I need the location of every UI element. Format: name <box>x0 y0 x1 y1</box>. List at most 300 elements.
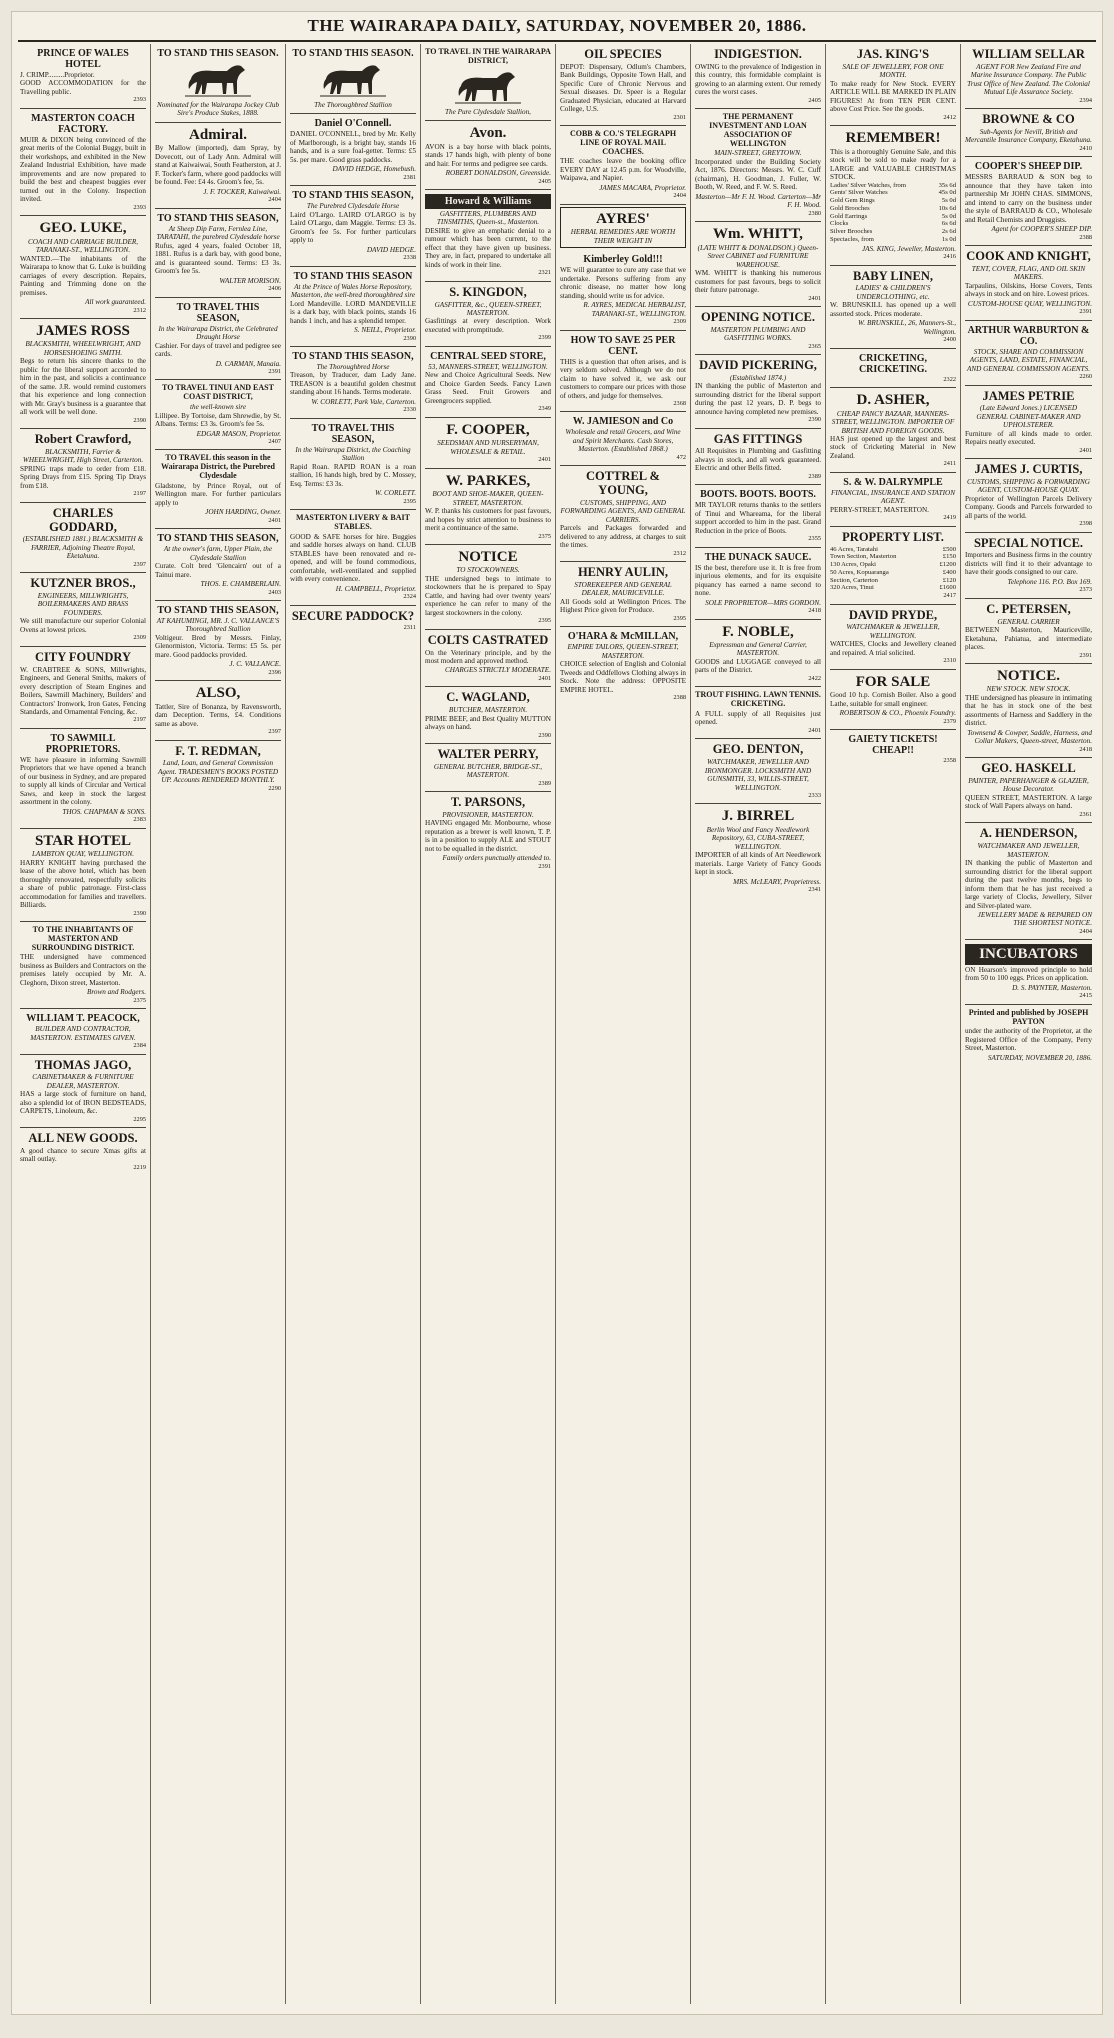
ad-subheading: (LATE WHITT & DONALDSON.) Queen-Street CABINET and FURNITURE WAREHOUSE. <box>697 243 819 269</box>
ad-signature: Brown and Rodgers. <box>86 988 146 997</box>
ad-body: BETWEEN Masterton, Mauriceville, Eketahuna, Pahiatua, and intermediate places. <box>965 626 1092 652</box>
advertisement <box>560 412 686 466</box>
ad-line: GOOD ACCOMMODATION for the Travelling public. <box>20 79 146 96</box>
ad-heading: DAVID PRYDE, <box>848 607 938 622</box>
ad-heading: TO STAND THIS SEASON <box>293 270 413 282</box>
ad-reference-number: 2403 <box>268 588 281 596</box>
ad-reference-number: 2219 <box>133 1163 146 1171</box>
advertisement <box>20 1009 146 1054</box>
ad-body: Curate. Colt bred 'Glencairn' out of a Tainui mare. <box>155 562 281 579</box>
ad-reference-number: 472 <box>676 453 686 461</box>
ad-subheading: TENT, COVER, FLAG, AND OIL SKIN MAKERS. <box>971 264 1086 282</box>
ad-heading: ALSO, <box>195 685 241 702</box>
ad-body: New and Choice Agricultural Seeds. New and Choice Garden Seeds. Fancy Lawn Grass Seed. Fruit Growers and Greengrocers supplied. <box>425 371 551 405</box>
horse-engraving-icon <box>183 61 253 99</box>
ad-reference-number: 2401 <box>538 674 551 682</box>
ad-heading: JAS. KING'S <box>856 47 930 61</box>
price-list-row <box>830 561 956 569</box>
ad-subheading: FINANCIAL, INSURANCE AND STATION AGENT. <box>830 488 956 506</box>
ad-heading: Daniel O'Connell. <box>314 118 392 130</box>
ad-heading: REMEMBER! <box>845 130 941 147</box>
ad-subheading: AGENT FOR New Zealand Fire and Marine Insurance Company. The Public Trust Office of New Zealand. The Colonial Mutual Life Assurance Society. <box>967 62 1090 97</box>
advertisement <box>20 829 146 922</box>
ad-body: under the authority of the Proprietor, at the Registered Office of the Company, Perry Street, Masterton. <box>965 1027 1092 1053</box>
ad-heading: KUTZNER BROS., <box>30 576 136 591</box>
advertisement <box>965 44 1092 109</box>
ad-heading: COTTREL & YOUNG, <box>586 469 660 498</box>
ad-reference-number: 2355 <box>808 535 821 543</box>
advertisement <box>560 250 686 330</box>
price-item: Section, Carterton <box>830 576 878 584</box>
ad-subheading: MAIN-STREET, GREYTOWN. <box>714 149 802 158</box>
price-list-row <box>830 182 956 190</box>
advertisement <box>290 510 416 605</box>
ad-subheading: The Pure Clydesdale Stallion, <box>445 107 531 116</box>
price-list-row <box>830 220 956 228</box>
ad-body: PRIME BEEF, and Best Quality MUTTON always on hand. <box>425 714 551 732</box>
ad-signature: D. CARMAN, Manaia. <box>215 359 281 368</box>
ad-heading: TROUT FISHING. LAWN TENNIS. CRICKETING. <box>695 690 821 709</box>
ad-reference-number: 2309 <box>673 318 686 326</box>
ad-reference-number: 2397 <box>268 728 281 736</box>
ad-body: Proprietor of Wellington Parcels Delivery Company. Goods and Parcels forwarded to all parts of the world. <box>965 494 1092 520</box>
ad-reference-number: 2415 <box>1079 992 1092 1000</box>
ad-subheading: CUSTOMS, SHIPPING & FORWARDING AGENT, CUSTOM-HOUSE QUAY. <box>966 477 1090 495</box>
ad-reference-number: 2390 <box>403 334 416 342</box>
ad-signature: J. F. TOCKER, Kaiwaiwai. <box>203 187 281 196</box>
ad-reference-number: 2410 <box>1079 144 1092 152</box>
price-list <box>830 546 956 593</box>
ad-heading: TO TRAVEL IN THE WAIRARAPA DISTRICT, <box>425 47 551 65</box>
ad-body: W. CRABTREE & SONS, Millwrights, Engineers, and General Smiths, makers of every description of Steam Engines and Boilers, Sawmill Machinery, Builders' and Contractors' Ironwork, Iron Gates, Fencing Standards, and Ornamental Fencing, &c. <box>20 665 146 716</box>
ad-subheading: HERBAL REMEDIES ARE WORTH THEIR WEIGHT IN <box>570 228 676 245</box>
ad-subheading: CUSTOMS, SHIPPING, AND FORWARDING AGENTS, AND GENERAL CARRIERS. <box>560 498 686 524</box>
price-list-row <box>830 236 956 244</box>
ad-body: By Mallow (imported), dam Spray, by Dovecott, out of Lady Ann. Admiral will stand at Kaiwaiwai, South Featherston, at J. F. Tocker's farm, where good paddocks will be found. Fee: £4 4s. Groom's fee, 5s. <box>155 144 281 187</box>
advertisement <box>695 485 821 547</box>
advertisement <box>695 307 821 355</box>
ad-body: Begs to return his sincere thanks to the public for the liberal support accorded to him in the past, and solicits a continuance of the same. J.R. would remind customers that his experience and long connection with Mr. Gray's business is a guarantee that all work will be well done. <box>20 357 146 417</box>
ad-reference-number: 2361 <box>1079 810 1092 818</box>
ad-heading: CENTRAL SEED STORE, <box>430 350 546 362</box>
ad-reference-number: 2309 <box>133 634 146 642</box>
advertisement <box>155 741 281 797</box>
ad-reference-number: 2301 <box>673 113 686 121</box>
ad-heading: DAVID PICKERING, <box>699 358 817 373</box>
ad-body: A good chance to secure Xmas gifts at small outlay. <box>20 1146 146 1164</box>
ad-heading: NOTICE <box>458 548 518 565</box>
ad-subheading: (Late Edward Jones.) LICENSED GENERAL CABINET-MAKER AND UPHOLSTERER. <box>976 404 1081 430</box>
ad-reference-number: 2311 <box>403 624 416 632</box>
ad-reference-number: 2197 <box>133 490 146 498</box>
ad-reference-number: 2391 <box>268 368 281 376</box>
ad-signature: Family orders punctually attended to. <box>442 854 551 863</box>
ad-subheading: Expressman and General Carrier, MASTERTON. <box>709 641 807 658</box>
ad-body: Tattler, Sire of Bonanza, by Ravensworth, dam Deception. Terms, £4. Conditions same as above. <box>155 702 281 728</box>
ad-reference-number: 2405 <box>808 96 821 104</box>
ad-signature: W. CORLETT. <box>375 489 416 498</box>
ad-heading: GAIETY TICKETS! CHEAP!! <box>848 734 938 756</box>
ad-reference-number: 2321 <box>538 269 551 277</box>
ad-heading: OIL SPECIES <box>584 47 662 61</box>
advertisement <box>965 459 1092 533</box>
ad-body: THE undersigned begs to intimate to stockowners that he is prepared to Spay Cattle, and having had over twenty years' experience he can refer to many of the largest stockowners in the colony. <box>425 574 551 617</box>
ad-reference-number: 2404 <box>1079 927 1092 935</box>
price-value: £400 <box>942 568 956 576</box>
ad-body: AVON is a bay horse with black points, stands 17 hands high, with plenty of bone and hair. For terms and pedigree see cards. <box>425 142 551 168</box>
ad-reference-number: 2391 <box>1079 651 1092 659</box>
column-6 <box>691 44 826 2004</box>
ad-body: Lord Mandeville. LORD MANDEVILLE is a dark bay, with black points, stands 16 hands 1 inch, and has a splendid temper. <box>290 299 416 325</box>
ad-heading: F. T. REDMAN, <box>175 743 261 758</box>
advertisement <box>560 627 686 705</box>
ad-heading: Wm. WHITT, <box>713 226 803 243</box>
price-item: Gold Brooches <box>830 204 870 212</box>
ad-reference-number: 2375 <box>538 532 551 540</box>
price-value: 5s 0d <box>941 197 956 205</box>
ad-body: HAVING engaged Mr. Monbourne, whose reputation as a brewer is well known, T. P. is in a position to supply ALE and STOUT not to be equalled in the district. <box>425 819 551 853</box>
ad-body: WE have pleasure in informing Sawmill Proprietors that we have opened a branch of our business in Sydney, and are prepared to supply all kinds of Circular and Vertical Saws, and keep in stock the largest assortment in the colony. <box>20 755 146 807</box>
price-item: Gold Gem Rings <box>830 197 875 205</box>
ad-heading: S. KINGDON, <box>449 284 527 299</box>
ad-subheading: In the Wairarapa District, the Coaching Stallion <box>295 445 411 463</box>
ad-body: Incorporated under the Building Society Act, 1876. Directors: Messrs. W. C. Cuff (chairman), H. Goodman, J. Fuller, W. Booth, W. Reed, and F. W. S. Reed. <box>695 157 821 192</box>
advertisement <box>425 44 551 121</box>
ad-reference-number: 2358 <box>943 757 956 764</box>
ad-reference-number: 2368 <box>673 400 686 408</box>
price-value: 6s 6d <box>941 220 956 228</box>
price-value: £500 <box>942 545 956 553</box>
ad-subheading: SEEDSMAN AND NURSERYMAN, WHOLESALE & RETAIL. <box>437 439 539 456</box>
ad-signature: D. S. PAYNTER, Masterton. <box>1012 983 1092 992</box>
price-value: £1600 <box>939 584 956 592</box>
ad-subheading: STOCK, SHARE AND COMMISSION AGENTS, LAND, ESTATE, FINANCIAL, AND GENERAL COMMISSION AGENTS. <box>966 347 1091 373</box>
ad-signature: All work guaranteed. <box>85 298 146 307</box>
ad-reference-number: 2330 <box>403 406 416 414</box>
ad-heading: NOTICE. <box>997 667 1060 684</box>
ad-signature: MRS. McLEARY, Proprietress. <box>733 877 821 886</box>
advertisement <box>965 940 1092 1004</box>
ad-heading: TO TRAVEL THIS SEASON, <box>311 422 395 445</box>
advertisement <box>290 186 416 266</box>
ad-body: DEPOT: Dispensary, Odlum's Chambers, Bank Buildings, Opposite Town Hall, and Specific Cure of Chronic Nervous and Sexual diseases. Dr. Speer is a Regular Graduated Physician, educated at Harvard College, U.S. <box>560 62 686 114</box>
ad-heading: COBB & CO.'S TELEGRAPH LINE OF ROYAL MAIL COACHES. <box>569 129 677 156</box>
ad-signature: JOHN HARDING, Owner. <box>205 508 281 517</box>
ad-subheading: (ESTABLISHED 1881.) BLACKSMITH & FARRIER, Adjoining Theatre Royal, Eketahuna. <box>22 535 144 561</box>
column-7 <box>826 44 961 2004</box>
ad-reference-number: 2397 <box>133 560 146 568</box>
ad-signature: Townsend & Cowper, Saddle, Harness, and Collar Makers, Queen-street, Masterton. <box>967 728 1092 746</box>
ad-subheading: At the Prince of Wales Horse Repository, Masterton, the well-bred thoroughbred sire <box>290 282 416 300</box>
ad-subheading: In the Wairarapa District, the Celebrated Draught Horse <box>158 324 278 342</box>
ad-subheading: BUILDER AND CONTRACTOR, MASTERTON. ESTIMATES GIVEN. <box>30 1025 136 1042</box>
price-item: 46 Acres, Taratahi <box>830 545 878 553</box>
ad-heading: BABY LINEN, <box>852 268 934 283</box>
ad-body: Furniture of all kinds made to order. Repairs neatly executed. <box>965 429 1092 447</box>
ad-subheading: The Thoroughbred Horse <box>316 362 390 371</box>
ad-reference-number: 2418 <box>808 607 821 615</box>
ad-heading: A. HENDERSON, <box>979 826 1078 841</box>
ad-subheading: NEW STOCK. NEW STOCK. <box>986 685 1071 694</box>
ad-heading: GEO. HASKELL <box>981 761 1076 776</box>
ad-body: W. BRUNSKILL has opened up a well assorted stock. Prices moderate. <box>830 301 956 318</box>
ad-signature: JAS. KING, Jeweller, Masterton. <box>861 244 956 253</box>
price-list-row <box>830 546 956 554</box>
ad-reference-number: 2396 <box>268 668 281 676</box>
ad-signature: DAVID HEDGE. <box>366 245 416 254</box>
ad-reference-number: 2381 <box>403 173 416 181</box>
price-value: £120 <box>942 576 956 584</box>
ad-heading: TO STAND THIS SEASON. <box>292 48 414 59</box>
price-list-row <box>830 189 956 197</box>
advertisement <box>965 758 1092 823</box>
ad-reference-number: 2322 <box>943 375 956 383</box>
columns-container <box>12 42 1102 2004</box>
advertisement <box>155 529 281 601</box>
ad-reference-number: 2401 <box>1079 446 1092 454</box>
ad-heading: GEO. DENTON, <box>712 742 804 757</box>
ad-signature: EDGAR MASON, Proprietor. <box>196 429 281 438</box>
horse-engraving-icon <box>453 68 523 106</box>
ad-subheading: MASTERTON PLUMBING AND GASFITTING WORKS. <box>710 325 806 343</box>
price-list-row <box>830 577 956 585</box>
ad-subheading: Nominated for the Wairarapa Jockey Club Sire's Produce Stakes, 1888. <box>156 101 280 118</box>
ad-signature: WALTER MORISON. <box>219 276 281 285</box>
column-2 <box>151 44 286 2004</box>
advertisement <box>20 1055 146 1129</box>
ad-reference-number: 2391 <box>1079 308 1092 316</box>
advertisement <box>20 319 146 429</box>
advertisement <box>695 429 821 486</box>
advertisement <box>830 349 956 388</box>
ad-reference-number: 2401 <box>538 456 551 464</box>
ad-heading: BOOTS. BOOTS. BOOTS. <box>700 489 816 501</box>
ad-heading: TO STAND THIS SEASON, <box>157 533 279 545</box>
advertisement <box>425 469 551 545</box>
ad-body: All Goods sold at Wellington Prices. The Highest Price given for Produce. <box>560 597 686 615</box>
ad-subheading: Wholesale and retail Grocers, and Wine and Spirit Merchants. Cash Stores, Masterton. (Established 1868.) <box>565 428 681 454</box>
ad-heading: STAR HOTEL <box>35 832 131 849</box>
ad-signature: Agent for COOPER'S SHEEP DIP. <box>991 225 1092 234</box>
ad-heading: CITY FOUNDRY <box>35 649 131 664</box>
ad-body: Importers and Business firms in the country districts will find it to their advantage to have their goods consigned to our care. <box>965 551 1092 577</box>
ad-reference-number: 2349 <box>538 405 551 413</box>
advertisement <box>425 418 551 469</box>
advertisement <box>20 216 146 319</box>
advertisement <box>830 730 956 768</box>
advertisement <box>965 386 1092 460</box>
ad-body: OWING to the prevalence of Indigestion in this country, this formidable complaint is growing to an alarming extent. Our remedy cures the worst cases. <box>695 62 821 97</box>
price-value: £150 <box>942 553 956 561</box>
ad-reference-number: 2333 <box>808 792 821 800</box>
ad-subheading: The Thoroughbred Stallion <box>314 101 392 109</box>
ad-signature: W. BRUNSKILL, 26, Manners-St., Wellington. <box>858 319 956 336</box>
ad-subheading: (Established 1874.) <box>729 373 787 382</box>
ad-subheading: BOOT AND SHOE-MAKER, QUEEN-STREET, MASTERTON. <box>432 490 544 507</box>
ad-heading: JAMES PETRIE <box>982 388 1075 403</box>
advertisement <box>425 545 551 630</box>
ad-signature: THOS. CHAPMAN & SONS. <box>62 807 146 816</box>
ad-heading: T. PARSONS, <box>450 795 526 810</box>
ad-heading: PROPERTY LIST. <box>842 529 944 544</box>
advertisement <box>965 533 1092 599</box>
ad-heading: THE PERMANENT INVESTMENT AND LOAN ASSOCIATION OF WELLINGTON <box>709 112 807 148</box>
price-value: 5s 0d <box>941 212 956 220</box>
ad-reference-number: 2375 <box>133 996 146 1004</box>
ad-reference-number: 2393 <box>133 203 146 211</box>
ad-subheading: The Purebred Clydesdale Horse <box>306 202 400 211</box>
ad-heading: Robert Crawford, <box>34 432 132 447</box>
ad-heading: WILLIAM T. PEACOCK, <box>26 1013 140 1025</box>
advertisement <box>425 190 551 282</box>
advertisement <box>155 298 281 381</box>
ad-reference-number: 2399 <box>538 334 551 342</box>
ad-heading: CHARLES GODDARD, <box>49 505 117 534</box>
ad-body: CHOICE selection of English and Colonial Tweeds and Oddfellows Clothing always in Stock. Note the address: OPPOSITE EMPIRE HOTEL. <box>560 660 686 694</box>
ad-reference-number: 2401 <box>808 726 821 734</box>
ad-heading: TO TRAVEL TINUI AND EAST COAST DISTRICT, <box>162 383 274 402</box>
advertisement <box>695 687 821 739</box>
ad-body: GOOD & SAFE horses for hire. Buggies and saddle horses always on hand. CLUB STABLES have been renovated and re-opened, and will be found commodious, comfortable, well-ventilated and supplied with every convenience. <box>290 532 416 584</box>
ad-subheading: LADIES' & CHILDREN'S UNDERCLOTHING, etc. <box>855 284 931 301</box>
advertisement <box>560 562 686 627</box>
ad-body: Rapid Roan. RAPID ROAN is a roan stallion, 16 hands high, bred by C. Mossey, Esq. Terms: £3 3s. <box>290 462 416 488</box>
advertisement <box>560 207 686 248</box>
ad-body: We still manufacture our superior Colonial Ovens at lowest prices. <box>20 617 146 634</box>
ad-subheading: At the owner's farm, Upper Plain, the Clydesdale Stallion <box>163 545 273 562</box>
price-item: Gold Earrings <box>830 212 868 220</box>
price-item: 320 Acres, Tinui <box>830 584 874 592</box>
ad-body: THIS is a question that often arises, and is very seldom solved. Although we do not claim to have solved it, we ask our customers to compare our prices with those of others, and judge for themselves. <box>560 357 686 400</box>
ad-signature: J. C. VALLANCE. <box>229 660 281 669</box>
advertisement <box>425 347 551 418</box>
ad-heading: TO STAND THIS SEASON, <box>292 190 414 202</box>
ad-reference-number: 2312 <box>133 306 146 314</box>
advertisement <box>425 744 551 792</box>
ad-heading: C. WAGLAND, <box>446 690 530 705</box>
ad-reference-number: 2404 <box>673 192 686 200</box>
ad-signature: Telephone 116. P.O. Box 169. <box>1007 577 1092 586</box>
ad-reference-number: 2365 <box>808 342 821 350</box>
ad-body: Laird O'Largo. LAIRD O'LARGO is by Laird O'Largo, dam Maggie. Terms: £3 3s. Groom's fee 5s. For further particulars apply to <box>290 210 416 245</box>
advertisement <box>155 380 281 450</box>
ad-lines <box>20 71 146 96</box>
ad-reference-number: 2412 <box>943 113 956 121</box>
ad-heading: C. PETERSEN, <box>986 601 1071 616</box>
advertisement <box>20 109 146 216</box>
price-item: Clocks <box>830 220 849 228</box>
ad-reference-number: 2197 <box>133 716 146 724</box>
advertisement <box>425 121 551 190</box>
price-item: Town Section, Masterton <box>830 553 897 561</box>
ad-subheading: BLACKSMITH, WHEELWRIGHT, AND HORSESHOEING SMITH. <box>25 340 141 357</box>
ad-reference-number: 2411 <box>943 460 956 468</box>
ad-reference-number: 2401 <box>268 516 281 524</box>
ad-heading: W. JAMIESON and Co <box>572 416 674 428</box>
ad-heading: THE DUNACK SAUCE. <box>704 551 812 563</box>
ad-heading: ALL NEW GOODS. <box>28 1131 138 1146</box>
ad-signature: ROBERT DONALDSON, Greenside. <box>445 169 551 178</box>
ad-reference-number: 2395 <box>538 617 551 625</box>
ad-body: Voltigeur. Bred by Messrs. Finlay, Glenormiston, Victoria. Terms: £5 5s. per mare. Good paddocks provided. <box>155 633 281 659</box>
ad-body: WANTED.—The inhabitants of the Wairarapa to know that G. Luke is building carriages of every description. Repairs, Painting and Trimming done on the premises. <box>20 254 146 297</box>
ad-heading: O'HARA & McMILLAN, <box>567 631 679 643</box>
ad-heading: TO STAND THIS SEASON, <box>292 350 414 362</box>
price-list-row <box>830 569 956 577</box>
advertisement <box>290 606 416 636</box>
ad-subheading: EMPIRE TAILORS, QUEEN-STREET, MASTERTON. <box>567 643 679 660</box>
ad-body: IS the best, therefore use it. It is free from injurious elements, and for its exquisite piquancy has earned a name second to none. <box>695 563 821 598</box>
ad-reference-number: 2419 <box>943 514 956 522</box>
ad-heading: ARTHUR WARBURTON & CO. <box>967 324 1090 347</box>
ad-reference-number: 2324 <box>403 593 416 601</box>
ad-reference-number: 2388 <box>1079 233 1092 241</box>
advertisement <box>425 687 551 744</box>
ad-body: HARRY KNIGHT having purchased the lease of the above hotel, which has been thoroughly renovated, respectfully solicits a share of public patronage. First-class accommodation for families and travellers. Billiards. <box>20 858 146 910</box>
advertisement <box>695 355 821 429</box>
price-list-row <box>830 213 956 221</box>
advertisement <box>695 739 821 804</box>
advertisement <box>830 670 956 730</box>
column-4 <box>421 44 556 2004</box>
price-list-row <box>830 205 956 213</box>
column-1 <box>16 44 151 2004</box>
advertisement <box>830 266 956 349</box>
ad-reference-number: 2388 <box>673 694 686 702</box>
ad-body: This is a thoroughly Genuine Sale, and this stock will be sold to make ready for a LARGE and VALUABLE CHRISTMAS STOCK. <box>830 147 956 182</box>
ad-body: MR TAYLOR returns thanks to the settlers of Tinui and Whareama, for the liberal support accorded to him in the past. Grand Reduction in the price of Boots. <box>695 501 821 535</box>
ad-reference-number: 2418 <box>1079 745 1092 753</box>
price-item: 50 Acres, Kopuaranga <box>830 568 889 576</box>
ad-body: Lillipee. By Tortoise, dam Shrewdie, by St. Albans. Terms: £3 3s. Groom's fee 5s. <box>155 411 281 429</box>
ad-subheading: the well-known sire <box>189 403 247 412</box>
ad-body: ON Hearson's improved principle to hold from 50 to 100 eggs. Prices on application. <box>965 965 1092 983</box>
ad-body: All Requisites in Plumbing and Gasfitting always in stock, and all work guaranteed. Electric and other Bells fitted. <box>695 447 821 473</box>
ad-heading: SPECIAL NOTICE. <box>973 535 1084 550</box>
ad-heading: BROWNE & CO <box>982 112 1075 127</box>
ad-reference-number: 2416 <box>943 253 956 261</box>
ad-heading: HENRY AULIN, <box>577 565 669 580</box>
advertisement <box>20 922 146 1009</box>
advertisement <box>560 44 686 126</box>
advertisement <box>20 647 146 729</box>
advertisement <box>155 450 281 529</box>
ad-body: HAS just opened up the largest and best stock of Cricketing Material in New Zealand. <box>830 435 956 460</box>
advertisement <box>965 109 1092 157</box>
advertisement <box>965 664 1092 758</box>
ad-signature: S. NEILL, Proprietor. <box>354 326 416 335</box>
ad-subheading: GASFITTERS, PLUMBERS AND TINSMITHS, Queen-st., Masterton. <box>436 209 540 227</box>
advertisement <box>695 109 821 222</box>
advertisement <box>695 548 821 620</box>
ad-signature: CUSTOM-HOUSE QUAY, WELLINGTON. <box>967 299 1092 308</box>
ad-reference-number: 2406 <box>268 285 281 293</box>
ad-body: SPRING traps made to order from £18. Spring Drays from £15. Spring Tip Drays from £18. <box>20 464 146 490</box>
ad-subheading: BLACKSMITH, Farrier & WHEELWRIGHT, High Street, Carterton. <box>22 448 144 465</box>
advertisement <box>290 347 416 419</box>
ad-reference-number: 2395 <box>403 497 416 505</box>
ad-subheading: GASFITTER, &c., QUEEN-STREET, MASTERTON. <box>434 300 542 317</box>
ad-reference-number: 2379 <box>943 717 956 725</box>
ad-subheading: Berlin Wool and Fancy Needlework Repository, 63, CUBA-STREET, WELLINGTON. <box>706 825 810 851</box>
ad-subheading: GENERAL CARRIER <box>997 617 1060 626</box>
ad-heading: J. BIRREL <box>721 808 795 825</box>
ad-body: DESIRE to give an emphatic denial to a rumour which has been current, to the effect that they have given up business. They are, in fact, prepared to undertake all kinds of work in their line. <box>425 226 551 269</box>
ad-heading: TO SAWMILL PROPRIETORS. <box>45 732 121 755</box>
ad-signature: R. AYRES, MEDICAL HERBALIST, TARANAKI-ST., WELLINGTON. <box>583 301 686 318</box>
advertisement <box>830 527 956 605</box>
ad-reference-number: 2398 <box>1079 520 1092 528</box>
